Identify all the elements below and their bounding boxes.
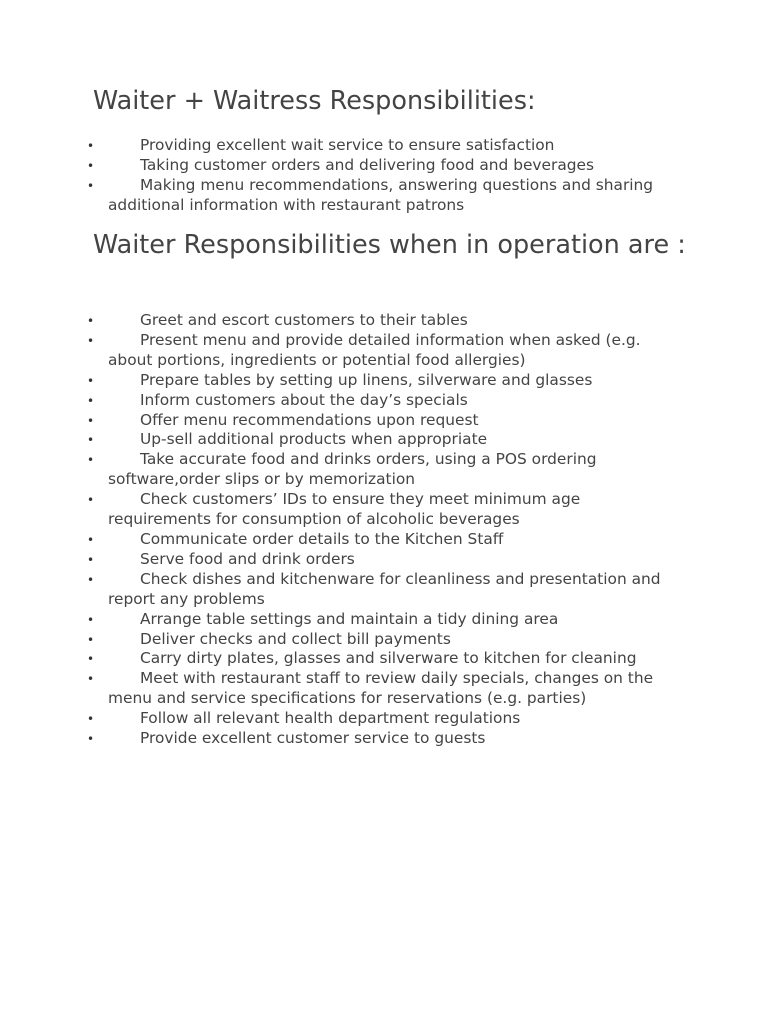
list-item — [0, 136, 668, 156]
list-item — [0, 550, 668, 570]
list-item-text: Serve food and drink orders — [140, 549, 355, 568]
bullet-icon: • — [87, 632, 95, 647]
list-item — [0, 570, 668, 610]
bullet-icon: • — [87, 672, 95, 687]
list-item-text: Prepare tables by setting up linens, silverware and glasses — [140, 370, 593, 389]
list-item-text: Follow all relevant health department regulations — [140, 709, 521, 728]
list-item — [0, 430, 668, 450]
list-item — [0, 371, 668, 391]
bullet-icon: • — [87, 732, 95, 747]
bullet-icon: • — [87, 373, 95, 388]
list-item — [0, 530, 668, 550]
list-item-text: Inform customers about the day’s specials — [140, 390, 468, 409]
list-item — [0, 610, 668, 630]
bullet-icon: • — [87, 433, 95, 448]
list-item-text: Arrange table settings and maintain a tidy dining area — [140, 609, 559, 628]
list-item-text: Greet and escort customers to their tables — [140, 311, 468, 329]
list-item — [0, 331, 668, 371]
bullet-icon: • — [87, 178, 95, 193]
list-item — [0, 156, 668, 176]
list-item-text: Making menu recommendations, answering questions and sharing additional information with restaurant patrons — [108, 175, 654, 214]
list-item — [0, 311, 668, 331]
list-item — [0, 669, 668, 709]
list-item — [0, 649, 668, 669]
list-item-text: Take accurate food and drinks orders, using a POS ordering software,order slips or by memorization — [108, 450, 597, 489]
bullet-icon: • — [87, 333, 95, 348]
list-item — [0, 709, 668, 729]
bullet-icon: • — [87, 413, 95, 428]
list-item — [0, 450, 668, 490]
list-item-text: Providing excellent wait service to ensure satisfaction — [140, 136, 555, 154]
bullet-icon: • — [87, 314, 95, 328]
list-item-text: Deliver checks and collect bill payments — [140, 629, 451, 648]
bullet-icon: • — [87, 493, 95, 508]
bullet-icon: • — [87, 139, 95, 153]
list-item-text: Up-sell additional products when appropriate — [140, 430, 488, 449]
list-item — [0, 729, 668, 749]
list-item — [0, 630, 668, 650]
list-item-text: Carry dirty plates, glasses and silverware to kitchen for cleaning — [140, 649, 637, 668]
list-item-text: Taking customer orders and delivering food and beverages — [140, 155, 595, 174]
bullet-list-waiter-waitress — [0, 136, 768, 216]
list-item-text: Check dishes and kitchenware for cleanliness and presentation and report any problems — [108, 569, 661, 608]
list-item-text: Offer menu recommendations upon request — [140, 410, 479, 429]
bullet-icon: • — [87, 612, 95, 627]
list-item — [0, 391, 668, 411]
section-heading-waiter-waitress: Waiter + Waitress Responsibilities: — [93, 86, 536, 116]
bullet-icon: • — [87, 652, 95, 667]
bullet-icon: • — [87, 572, 95, 587]
bullet-icon: • — [87, 393, 95, 408]
list-item — [0, 490, 668, 530]
list-item — [0, 176, 668, 216]
section-heading-waiter-operation: Waiter Responsibilities when in operation are : — [93, 230, 686, 260]
bullet-icon: • — [87, 532, 95, 547]
bullet-icon: • — [87, 158, 95, 173]
list-item-text: Provide excellent customer service to guests — [140, 729, 486, 748]
bullet-list-waiter-operation — [0, 311, 768, 749]
list-item-text: Present menu and provide detailed information when asked (e.g. about portions, ingredients or potential food allergies) — [108, 330, 641, 369]
list-item-text: Communicate order details to the Kitchen Staff — [140, 529, 504, 548]
bullet-icon: • — [87, 453, 95, 468]
bullet-icon: • — [87, 712, 95, 727]
list-item-text: Meet with restaurant staff to review daily specials, changes on the menu and service specifications for reservations (e.g. parties) — [108, 669, 654, 708]
bullet-icon: • — [87, 552, 95, 567]
list-item-text: Check customers’ IDs to ensure they meet minimum age requirements for consumption of alcoholic beverages — [108, 490, 581, 529]
list-item — [0, 411, 668, 431]
